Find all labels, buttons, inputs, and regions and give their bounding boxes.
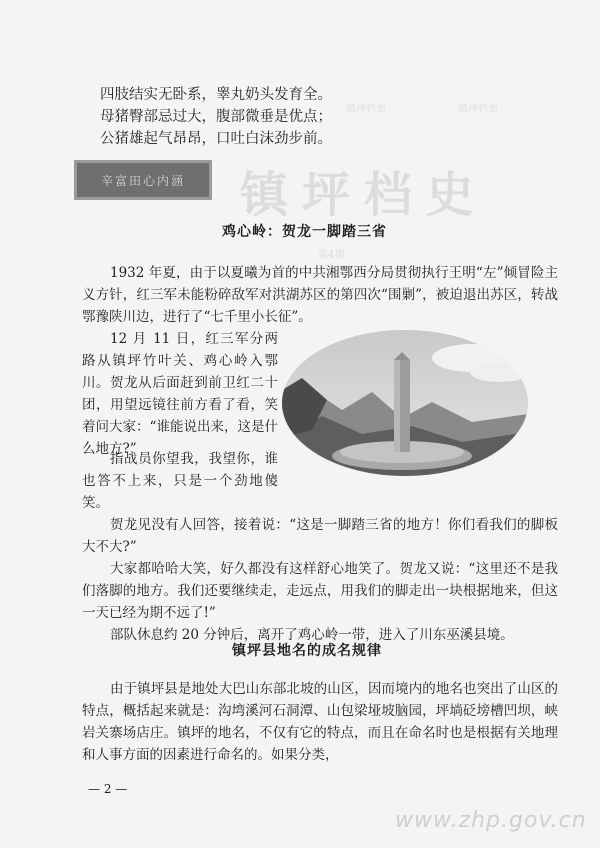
article-title: 鸡心岭：贺龙一脚踏三省 <box>222 224 387 240</box>
section-badge <box>74 160 212 200</box>
verse-line: 公猪雄起气昂昂，口吐白沫劲步前。 <box>100 131 332 147</box>
ghost-title: 镇坪档史 <box>240 167 489 223</box>
ghost-line: 第4期 <box>318 250 345 261</box>
verse-line: 母猪臀部忌过大，腹部微垂是优点； <box>100 109 332 125</box>
paragraph <box>82 328 278 460</box>
site-watermark: www.zhp.gov.cn <box>395 808 587 833</box>
monument-photo <box>282 330 528 476</box>
paragraph <box>82 514 558 558</box>
monument-photo-image <box>282 330 528 476</box>
paragraph-text: 大家都哈哈大笑，好久都没有这样舒心地笑了。贺龙又说：“这里还不是我们落脚的地方。我们还要继续走，走远点，用我们的脚走出一块根据地来，但这一天已经为期不远了!” <box>82 561 558 621</box>
ghost-line: 镇坪档史 <box>458 104 498 115</box>
verse-line: 四肢结实无卧系，睾丸奶头发育全。 <box>100 87 332 103</box>
article-title: 镇坪县地名的成名规律 <box>232 643 382 659</box>
paragraph-text: 12 月 11 日，红三军分两路从镇坪竹叶关、鸡心岭入鄂川。贺龙从后面赶到前卫红二十团，用望远镜往前方看了看，笑着问大家：“谁能说出来，这是什么地方?” <box>82 331 278 457</box>
section-badge-label: 辛富田心内涵 <box>100 173 185 188</box>
paragraph <box>82 558 558 624</box>
paragraph-text: 部队休息约 20 分钟后，离开了鸡心岭一带，进入了川东巫溪县境。 <box>110 627 514 643</box>
paragraph-text: 指战员你望我，我望你，谁也答不上来，只是一个劲地傻笑。 <box>82 451 278 511</box>
paragraph <box>82 678 558 766</box>
page-number: — 2 — <box>88 782 128 796</box>
ghost-line: 镇坪档史 <box>346 104 386 115</box>
paragraph-text: 由于镇坪县是地处大巴山东部北坡的山区，因而境内的地名也突出了山区的特点，概括起来就是：沟塆溪河石洞潭、山包梁垭坡脑园，坪埫砭塝槽凹坝，峡岩关寨场店庄。镇坪的地名，不仅有它的特点，而且在命名时也是根据有关地理和人事方面的因素进行命名的。如果分类， <box>82 681 558 763</box>
paragraph-text: 1932 年夏，由于以夏曦为首的中共湘鄂西分局贯彻执行王明“左”倾冒险主义方针，红三军未能粉碎敌军对洪湖苏区的第四次“围剿”，被迫退出苏区，转战鄂豫陕川边，进行了“七千里小长征”。 <box>82 265 558 325</box>
paragraph-text: 贺龙见没有人回答，接着说：“这是一脚踏三省的地方！你们看我们的脚板大不大?” <box>82 517 558 555</box>
paragraph <box>82 448 278 514</box>
paragraph <box>82 262 558 328</box>
